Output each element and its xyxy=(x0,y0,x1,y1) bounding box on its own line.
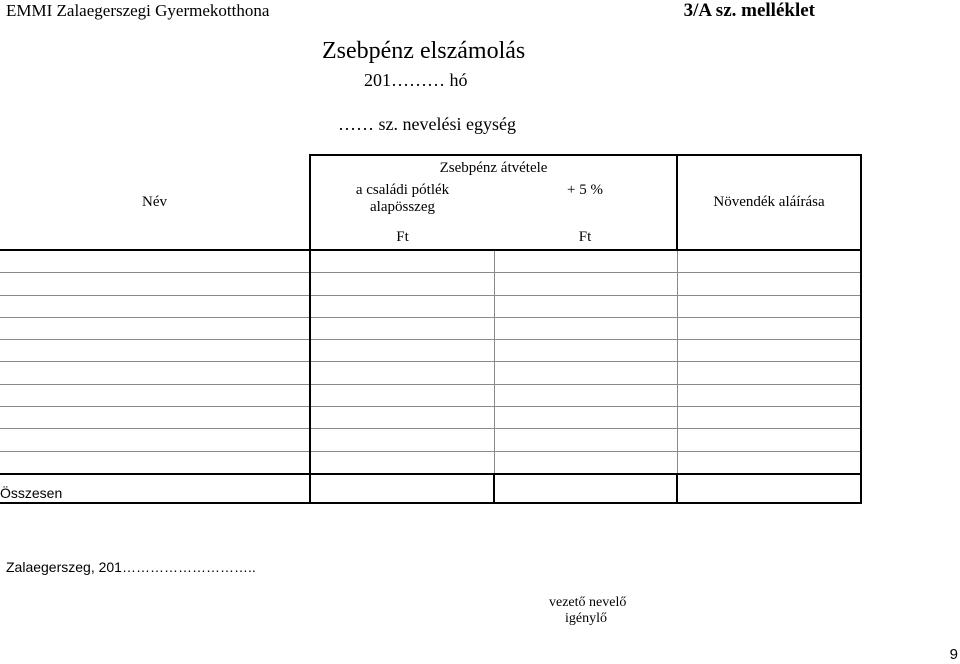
cell-plus[interactable] xyxy=(494,273,677,295)
place-date-line: Zalaegerszeg, 201……………………….. xyxy=(6,559,256,575)
cell-signature[interactable] xyxy=(677,384,861,406)
cell-base[interactable] xyxy=(310,407,494,429)
document-title: Zsebpénz elszámolás xyxy=(322,38,526,64)
cell-name[interactable] xyxy=(0,273,310,295)
cell-base[interactable] xyxy=(310,451,494,474)
cell-base[interactable] xyxy=(310,273,494,295)
page-number: 9 xyxy=(949,646,958,663)
cell-plus[interactable] xyxy=(494,451,677,474)
cell-name[interactable] xyxy=(0,429,310,451)
cell-plus[interactable] xyxy=(494,407,677,429)
cell-plus[interactable] xyxy=(494,317,677,339)
cell-signature[interactable] xyxy=(677,317,861,339)
cell-signature[interactable] xyxy=(677,295,861,317)
cell-signature[interactable] xyxy=(677,273,861,295)
cell-plus[interactable] xyxy=(494,250,677,273)
column-header-base: a családi pótlék alapösszeg xyxy=(310,180,494,228)
unit-line: …… sz. nevelési egység xyxy=(338,114,516,134)
cell-plus[interactable] xyxy=(494,429,677,451)
month-line: 201……… hó xyxy=(364,70,468,90)
cell-base[interactable] xyxy=(310,250,494,273)
cell-base[interactable] xyxy=(310,340,494,362)
column-header-name: Név xyxy=(142,193,167,210)
cell-base[interactable] xyxy=(310,362,494,384)
cell-name[interactable] xyxy=(0,295,310,317)
total-plus[interactable] xyxy=(494,474,677,503)
cell-signature[interactable] xyxy=(677,407,861,429)
total-signature[interactable] xyxy=(677,474,861,503)
cell-signature[interactable] xyxy=(677,250,861,273)
cell-plus[interactable] xyxy=(494,362,677,384)
cell-signature[interactable] xyxy=(677,362,861,384)
cell-name[interactable] xyxy=(0,451,310,474)
cell-name[interactable] xyxy=(0,340,310,362)
total-label: Összesen xyxy=(0,474,310,503)
cell-name[interactable] xyxy=(0,250,310,273)
cell-name[interactable] xyxy=(0,384,310,406)
column-unit-plus: Ft xyxy=(578,229,592,245)
cell-name[interactable] xyxy=(0,317,310,339)
cell-name[interactable] xyxy=(0,407,310,429)
organization-name: EMMI Zalaegerszegi Gyermekotthona xyxy=(6,1,270,20)
cell-plus[interactable] xyxy=(494,384,677,406)
pocket-money-table xyxy=(0,154,862,504)
column-header-plus: + 5 % xyxy=(567,182,603,198)
cell-plus[interactable] xyxy=(494,340,677,362)
cell-base[interactable] xyxy=(310,384,494,406)
cell-base[interactable] xyxy=(310,295,494,317)
cell-name[interactable] xyxy=(0,362,310,384)
cell-signature[interactable] xyxy=(677,340,861,362)
column-unit-base: Ft xyxy=(310,228,494,250)
cell-plus[interactable] xyxy=(494,295,677,317)
column-group-header: Zsebpénz átvétele xyxy=(310,155,677,180)
annex-label: 3/A sz. melléklet xyxy=(683,0,815,21)
cell-signature[interactable] xyxy=(677,429,861,451)
cell-base[interactable] xyxy=(310,429,494,451)
total-base[interactable] xyxy=(310,474,494,503)
cell-signature[interactable] xyxy=(677,451,861,474)
signer-requester-line: igénylő xyxy=(565,611,607,626)
column-header-signature: Növendék aláírása xyxy=(677,155,861,250)
signer-role-line: vezető nevelő xyxy=(549,595,627,610)
cell-base[interactable] xyxy=(310,317,494,339)
